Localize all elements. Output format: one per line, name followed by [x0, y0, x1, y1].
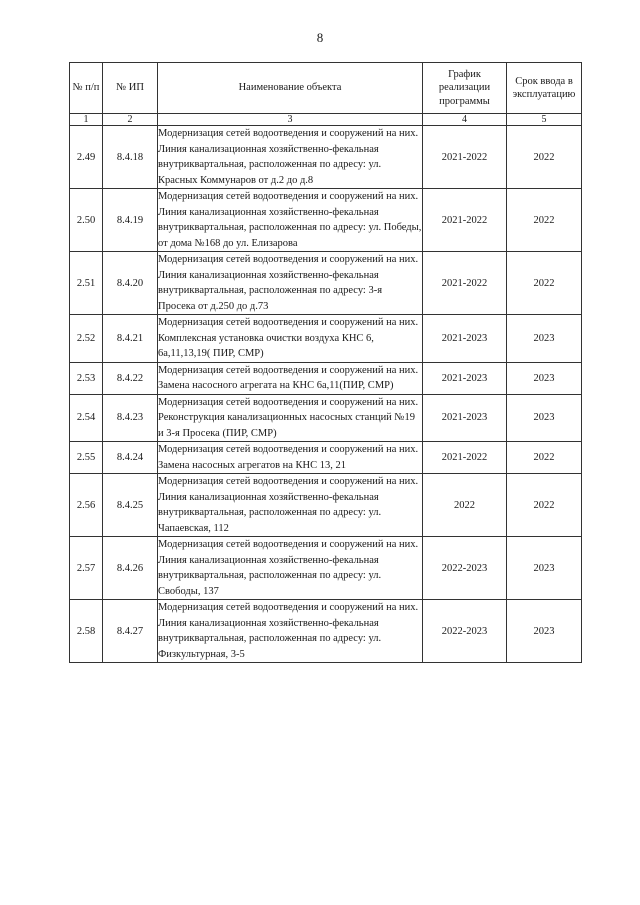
row-object-name: Модернизация сетей водоотведения и сооружений на них. Линия канализационная хозяйственно-фекальная внутриквартальная, расположенная по адресу: 3-я Просека от д.250 до д.73	[158, 252, 423, 315]
column-number: 1	[70, 114, 103, 126]
table-row	[70, 189, 582, 252]
row-number: 2.50	[70, 189, 103, 252]
table-row	[70, 442, 582, 474]
row-commissioning: 2022	[507, 189, 582, 252]
row-number: 2.54	[70, 394, 103, 442]
column-number: 2	[103, 114, 158, 126]
row-schedule: 2021-2023	[423, 315, 507, 363]
row-number: 2.58	[70, 600, 103, 663]
row-schedule: 2021-2022	[423, 442, 507, 474]
header-schedule: График реализации программы	[423, 63, 507, 114]
row-schedule: 2022	[423, 474, 507, 537]
table-row	[70, 600, 582, 663]
row-number: 2.53	[70, 362, 103, 394]
row-number: 2.56	[70, 474, 103, 537]
row-ip: 8.4.27	[103, 600, 158, 663]
row-commissioning: 2022	[507, 126, 582, 189]
row-number: 2.55	[70, 442, 103, 474]
row-object-name: Модернизация сетей водоотведения и сооружений на них. Замена насосных агрегатов на КНС 13, 21	[158, 442, 423, 474]
row-object-name: Модернизация сетей водоотведения и сооружений на них. Линия канализационная хозяйственно-фекальная внутриквартальная, расположенная по адресу: ул. Физкультурная, 3-5	[158, 600, 423, 663]
row-schedule: 2021-2023	[423, 394, 507, 442]
row-schedule: 2021-2023	[423, 362, 507, 394]
header-no: № п/п	[70, 63, 103, 114]
row-ip: 8.4.19	[103, 189, 158, 252]
header-name: Наименование объекта	[158, 63, 423, 114]
row-object-name: Модернизация сетей водоотведения и сооружений на них. Линия канализационная хозяйственно-фекальная внутриквартальная, расположенная по адресу: ул. Свободы, 137	[158, 537, 423, 600]
row-object-name: Модернизация сетей водоотведения и сооружений на них. Комплексная установка очистки воздуха КНС 6, 6а,11,13,19( ПИР, СМР)	[158, 315, 423, 363]
column-number: 3	[158, 114, 423, 126]
row-commissioning: 2023	[507, 537, 582, 600]
row-commissioning: 2023	[507, 362, 582, 394]
table-row	[70, 362, 582, 394]
row-number: 2.51	[70, 252, 103, 315]
header-commissioning: Срок ввода в эксплуатацию	[507, 63, 582, 114]
column-number: 4	[423, 114, 507, 126]
table-row	[70, 537, 582, 600]
row-commissioning: 2022	[507, 252, 582, 315]
row-commissioning: 2023	[507, 315, 582, 363]
table-row	[70, 474, 582, 537]
row-object-name: Модернизация сетей водоотведения и сооружений на них. Линия канализационная хозяйственно-фекальная внутриквартальная, расположенная по адресу: ул. Чапаевская, 112	[158, 474, 423, 537]
column-number: 5	[507, 114, 582, 126]
row-schedule: 2021-2022	[423, 252, 507, 315]
page-number: 8	[316, 30, 324, 45]
row-schedule: 2021-2022	[423, 126, 507, 189]
row-commissioning: 2022	[507, 442, 582, 474]
column-number-row	[70, 114, 582, 126]
table-row	[70, 394, 582, 442]
row-number: 2.49	[70, 126, 103, 189]
table-header-row	[70, 63, 582, 114]
row-ip: 8.4.21	[103, 315, 158, 363]
row-object-name: Модернизация сетей водоотведения и сооружений на них. Линия канализационная хозяйственно-фекальная внутриквартальная, расположенная по адресу: ул. Красных Коммунаров от д.2 до д.8	[158, 126, 423, 189]
header-ip: № ИП	[103, 63, 158, 114]
row-ip: 8.4.25	[103, 474, 158, 537]
row-ip: 8.4.26	[103, 537, 158, 600]
row-ip: 8.4.22	[103, 362, 158, 394]
row-ip: 8.4.20	[103, 252, 158, 315]
row-ip: 8.4.23	[103, 394, 158, 442]
row-object-name: Модернизация сетей водоотведения и сооружений на них. Линия канализационная хозяйственно-фекальная внутриквартальная, расположенная по адресу: ул. Победы, от дома №168 до ул. Елизарова	[158, 189, 423, 252]
row-ip: 8.4.18	[103, 126, 158, 189]
row-schedule: 2021-2022	[423, 189, 507, 252]
row-schedule: 2022-2023	[423, 600, 507, 663]
row-schedule: 2022-2023	[423, 537, 507, 600]
table-row	[70, 252, 582, 315]
row-number: 2.57	[70, 537, 103, 600]
table-row	[70, 126, 582, 189]
table-row	[70, 315, 582, 363]
row-ip: 8.4.24	[103, 442, 158, 474]
row-object-name: Модернизация сетей водоотведения и сооружений на них. Замена насосного агрегата на КНС 6а,11(ПИР, СМР)	[158, 362, 423, 394]
row-commissioning: 2022	[507, 474, 582, 537]
row-number: 2.52	[70, 315, 103, 363]
row-object-name: Модернизация сетей водоотведения и сооружений на них. Реконструкция канализационных насосных станций №19 и 3-я Просека (ПИР, СМР)	[158, 394, 423, 442]
objects-table	[69, 62, 582, 663]
row-commissioning: 2023	[507, 394, 582, 442]
row-commissioning: 2023	[507, 600, 582, 663]
